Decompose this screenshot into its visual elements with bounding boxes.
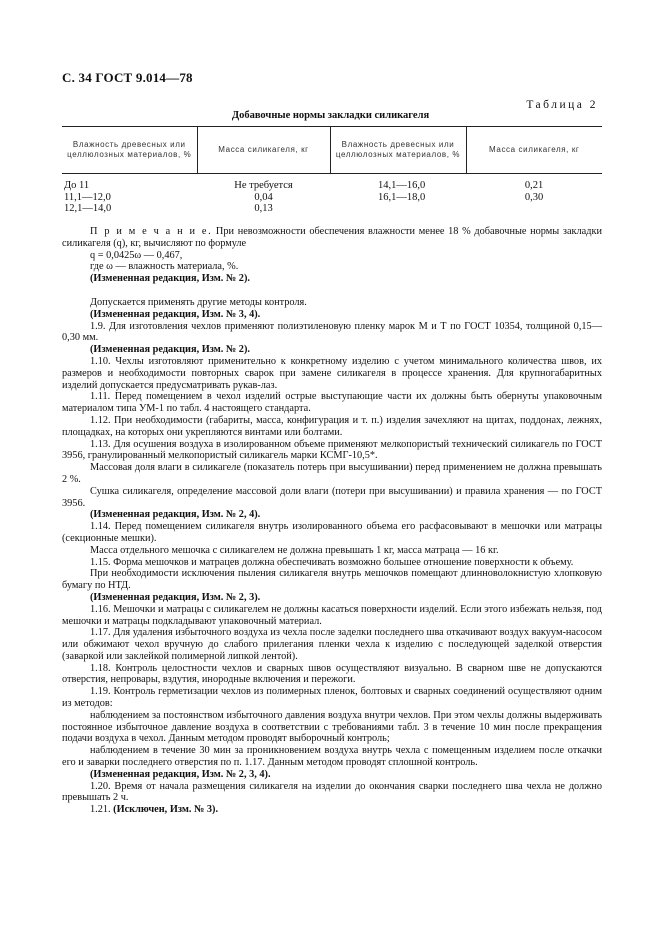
table-row bbox=[62, 203, 602, 215]
paragraph-1-19: 1.19. Контроль герметизации чехлов из полимерных пленок, болтовых и сварных соединений осуществляют одним из методов: bbox=[62, 686, 602, 710]
table-cell: Не требуется bbox=[234, 180, 293, 191]
header-mass-1: Масса силикагеля, кг bbox=[197, 127, 330, 174]
paragraph: Сушка силикагеля, определение массовой доли влаги (потери при высушивании) и правила хранения — по ГОСТ 3956. bbox=[62, 485, 602, 509]
paragraph-1-18: 1.18. Контроль целостности чехлов и сварных швов осуществляют визуально. В сварном шве не допускаются отверстия, непровары, вздутия, инородные включения и пережоги. bbox=[62, 662, 602, 686]
silica-gel-table bbox=[62, 126, 602, 215]
table-header-row bbox=[62, 127, 602, 174]
table-cell bbox=[330, 203, 466, 215]
paragraph-1-17: 1.17. Для удаления избыточного воздуха из чехла после заделки последнего шва откачивают воздух вакуум-насосом или обжимают чехол вручную до слабого прилегания пленки чехла к изделию с последующей заделкой отверстия (заваркой или заклейкой полимерной липкой лентой). bbox=[62, 627, 602, 662]
header-humidity-2: Влажность древесных или целлюлозных материалов, % bbox=[330, 127, 466, 174]
paragraph-1-20: 1.20. Время от начала размещения силикагеля на изделии до окончания сварки последнего шва чехла не должно превышать 2 ч. bbox=[62, 780, 602, 804]
amendment-note: (Измененная редакция, Изм. № 3, 4). bbox=[90, 308, 261, 320]
excluded-note: (Исключен, Изм. № 3). bbox=[113, 804, 219, 816]
table-caption: Добавочные нормы закладки силикагеля bbox=[231, 110, 430, 121]
table-cell: 0,04 bbox=[254, 191, 273, 203]
header-humidity-1: Влажность древесных или целлюлозных материалов, % bbox=[62, 127, 197, 174]
table-cell bbox=[466, 203, 602, 215]
paragraph-1-21 bbox=[62, 804, 602, 816]
note-where: где ω — влажность материала, %. bbox=[90, 261, 239, 273]
clause-number: 1.21. bbox=[90, 804, 114, 816]
note-formula: q = 0,0425ω — 0,467, bbox=[90, 249, 183, 261]
table-cell: 11,1—12,0 bbox=[64, 191, 111, 203]
paragraph-1-13: 1.13. Для осушения воздуха в изолированном объеме применяют мелкопористый технический силикагель по ГОСТ 3956, гранулированный мелкопористый силикагель марки КСМГ-10,5*. bbox=[62, 438, 602, 462]
table-number: Таблица 2 bbox=[526, 99, 598, 111]
page-header: С. 34 ГОСТ 9.014—78 bbox=[62, 70, 193, 85]
amendment-note: (Измененная редакция, Изм. № 2, 3). bbox=[90, 591, 261, 603]
paragraph-gap bbox=[62, 285, 602, 297]
paragraph: Массовая доля влаги в силикагеле (показатель потерь при высушивании) перед применением не должна превышать 2 %. bbox=[62, 462, 602, 485]
table-row bbox=[62, 192, 602, 204]
amendment-note: (Измененная редакция, Изм. № 2, 3, 4). bbox=[90, 768, 271, 780]
paragraph: Масса отдельного мешочка с силикагелем не должна превышать 1 кг, масса матраца — 16 кг. bbox=[90, 544, 499, 556]
document-body bbox=[62, 226, 602, 816]
table-note bbox=[62, 226, 602, 250]
paragraph: наблюдением в течение 30 мин за проникновением воздуха внутрь чехла с помещенным изделием после откачки его и заварки последнего отверстия по п. 1.17. Данным методом проводят сплошной контроль. bbox=[62, 745, 602, 769]
table-cell: 0,13 bbox=[254, 203, 273, 214]
note-label: П р и м е ч а н и е. bbox=[90, 226, 213, 237]
amendment-note: (Измененная редакция, Изм. № 2, 4). bbox=[90, 509, 261, 521]
note-text: При невозможности обеспечения влажности менее 18 % добавочные нормы закладки силикагеля (q), кг, вычисляют по формуле bbox=[62, 226, 603, 249]
paragraph-1-11: 1.11. Перед помещением в чехол изделий острые выступающие части их должны быть обернуты упаковочным материалом типа УМ-1 по табл. 4 настоящего стандарта. bbox=[62, 391, 602, 415]
header-mass-2: Масса силикагеля, кг bbox=[466, 127, 602, 174]
table-cell: 14,1—16,0 bbox=[378, 180, 426, 191]
paragraph-1-15: 1.15. Форма мешочков и матрацев должна обеспечивать возможно большее отношение поверхности к объему. bbox=[90, 556, 574, 568]
paragraph-1-14: 1.14. Перед помещением силикагеля внутрь изолированного объема его расфасовывают в мешочки или матрацы (секционные мешки). bbox=[62, 521, 602, 544]
table-cell: 0,30 bbox=[524, 191, 544, 203]
table-row bbox=[62, 174, 602, 192]
paragraph-1-10: 1.10. Чехлы изготовляют применительно к конкретному изделию с учетом минимального количества швов, их размеров и необходимости повторных сварок при замене силикагеля в процессе хранения. Для крупногабаритных изделий допускается предусматривать рукав-лаз. bbox=[62, 355, 602, 391]
paragraph-1-9: 1.9. Для изготовления чехлов применяют полиэтиленовую пленку марок М и Т по ГОСТ 10354, толщиной 0,15—0,30 мм. bbox=[62, 320, 602, 344]
table-cell: 12,1—14,0 bbox=[64, 203, 112, 214]
amendment-note: (Измененная редакция, Изм. № 2). bbox=[90, 344, 250, 356]
paragraph: Допускается применять другие методы контроля. bbox=[90, 296, 307, 308]
paragraph: наблюдением за постоянством избыточного давления воздуха внутри чехлов. При этом чехлы должны выдерживать постоянное избыточное давление воздуха в соответствии с требованиями табл. 3 в течение 10 мин после прекращения подачи воздуха в чехол. Данным методом проводят выборочный контроль; bbox=[62, 709, 602, 745]
note-amendment: (Измененная редакция, Изм. № 2). bbox=[90, 273, 250, 285]
paragraph-1-16: 1.16. Мешочки и матрацы с силикагелем не должны касаться поверхности изделий. Если этого избежать нельзя, под мешочки и матрацы подкладывают упаковочный материал. bbox=[62, 603, 602, 627]
paragraph-1-12: 1.12. При необходимости (габариты, масса, конфигурация и т. п.) изделия зачехляют на щитах, поддонах, лежнях, площадках, на которых они укрепляются винтами или болтами. bbox=[62, 414, 602, 438]
table-cell: До 11 bbox=[64, 180, 90, 191]
table-cell: 0,21 bbox=[524, 180, 544, 191]
paragraph: При необходимости исключения пыления силикагеля внутрь мешочков помещают длинноволокнистую хлопковую бумагу по НТД. bbox=[62, 568, 602, 592]
table-cell: 16,1—18,0 bbox=[378, 191, 426, 203]
